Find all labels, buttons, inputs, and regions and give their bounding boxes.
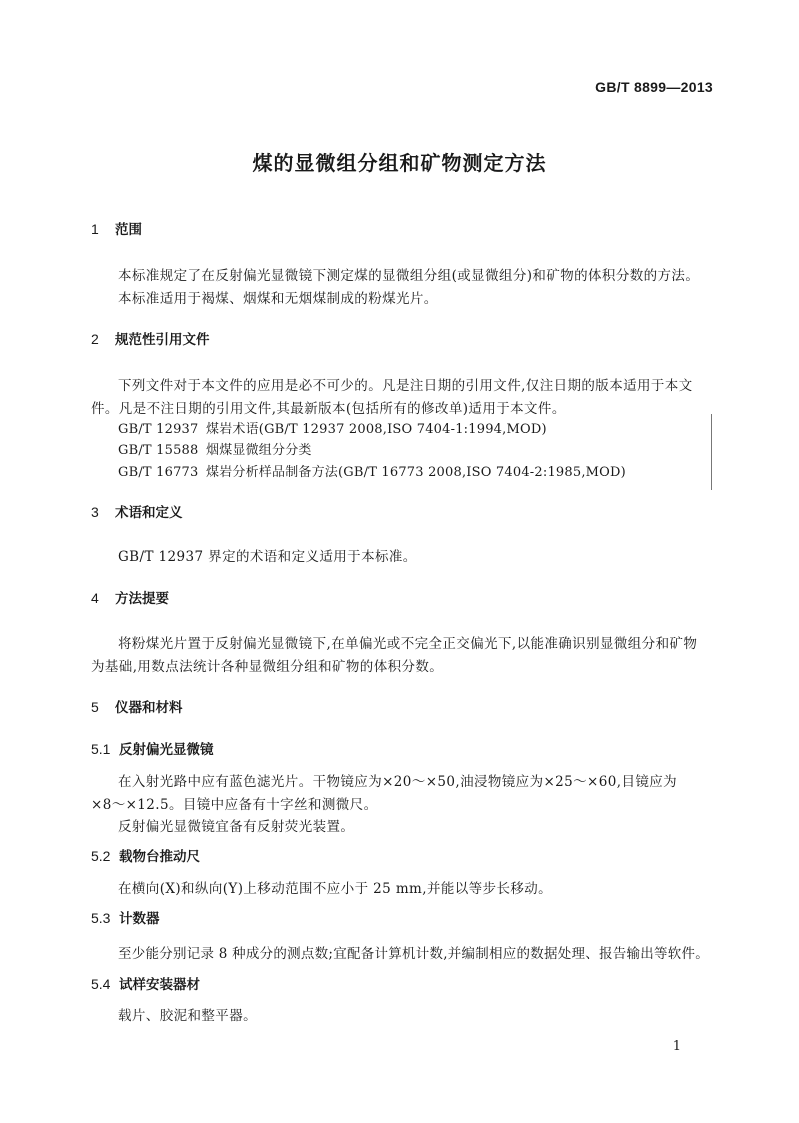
section-title: 范围 xyxy=(115,222,142,238)
section-5-heading xyxy=(91,696,183,716)
reference-title: 煤岩分析样品制备方法(GB/T 16773 2008,ISO 7404-2:1985,MOD) xyxy=(206,465,626,480)
section-number: 3 xyxy=(91,504,99,520)
section-3-heading xyxy=(91,501,183,521)
paragraph: GB/T 12937 界定的术语和定义适用于本标准。 xyxy=(118,549,417,565)
paragraph: 为基础,用数点法统计各种显微组分组和矿物的体积分数。 xyxy=(91,659,444,675)
paragraph: 将粉煤光片置于反射偏光显微镜下,在单偏光或不完全正交偏光下,以能准确识别显微组分和矿物 xyxy=(118,636,698,652)
document-title: 煤的显微组分组和矿物测定方法 xyxy=(252,151,547,175)
reference-code: GB/T 12937 xyxy=(118,422,199,437)
section-title: 方法提要 xyxy=(115,591,169,607)
subsection-5-4-heading xyxy=(91,973,200,993)
subsection-5-2-heading xyxy=(91,845,200,865)
reference-item xyxy=(118,461,626,480)
section-2-heading xyxy=(91,328,210,348)
section-title: 计数器 xyxy=(119,911,160,927)
subsection-5-3-heading xyxy=(91,907,160,927)
reference-item xyxy=(118,439,312,458)
section-number: 5 xyxy=(91,699,99,715)
reference-code: GB/T 15588 xyxy=(118,443,199,458)
section-number: 5.1 xyxy=(91,741,111,757)
section-title: 载物台推动尺 xyxy=(119,849,200,865)
section-number: 5.3 xyxy=(91,910,111,926)
paragraph: 在入射光路中应有蓝色滤光片。干物镜应为×20～×50,油浸物镜应为×25～×60,目镜应为 xyxy=(118,774,678,790)
reference-code: GB/T 16773 xyxy=(118,465,199,480)
paragraph: 至少能分别记录 8 种成分的测点数;宜配备计算机计数,并编制相应的数据处理、报告输出等软件。 xyxy=(118,946,710,962)
change-bar xyxy=(711,414,712,490)
section-number: 1 xyxy=(91,221,99,237)
section-title: 反射偏光显微镜 xyxy=(119,742,214,758)
paragraph: ×8～×12.5。目镜中应备有十字丝和测微尺。 xyxy=(91,797,378,813)
reference-title: 煤岩术语(GB/T 12937 2008,ISO 7404-1:1994,MOD) xyxy=(206,422,547,437)
section-4-heading xyxy=(91,587,169,607)
section-title: 试样安装器材 xyxy=(119,977,200,993)
section-number: 5.2 xyxy=(91,848,111,864)
section-1-heading xyxy=(91,218,142,238)
reference-title: 烟煤显微组分分类 xyxy=(206,443,312,458)
section-title: 仪器和材料 xyxy=(115,700,183,716)
paragraph: 本标准规定了在反射偏光显微镜下测定煤的显微组分组(或显微组分)和矿物的体积分数的方法。 xyxy=(118,268,700,284)
paragraph: 载片、胶泥和整平器。 xyxy=(118,1008,257,1024)
subsection-5-1-heading xyxy=(91,738,214,758)
section-number: 2 xyxy=(91,331,99,347)
paragraph: 反射偏光显微镜宜备有反射荧光装置。 xyxy=(118,819,355,835)
section-number: 4 xyxy=(91,590,99,606)
paragraph: 在横向(X)和纵向(Y)上移动范围不应小于 25 mm,并能以等步长移动。 xyxy=(118,881,553,897)
paragraph: 件。凡是不注日期的引用文件,其最新版本(包括所有的修改单)适用于本文件。 xyxy=(91,401,566,417)
paragraph: 下列文件对于本文件的应用是必不可少的。凡是注日期的引用文件,仅注日期的版本适用于本文 xyxy=(118,378,693,394)
page-number: 1 xyxy=(672,1039,681,1054)
standard-number: GB/T 8899—2013 xyxy=(595,79,713,95)
section-title: 术语和定义 xyxy=(115,505,183,521)
section-number: 5.4 xyxy=(91,976,111,992)
section-title: 规范性引用文件 xyxy=(115,332,210,348)
paragraph: 本标准适用于褐煤、烟煤和无烟煤制成的粉煤光片。 xyxy=(118,291,438,307)
reference-item xyxy=(118,418,547,437)
